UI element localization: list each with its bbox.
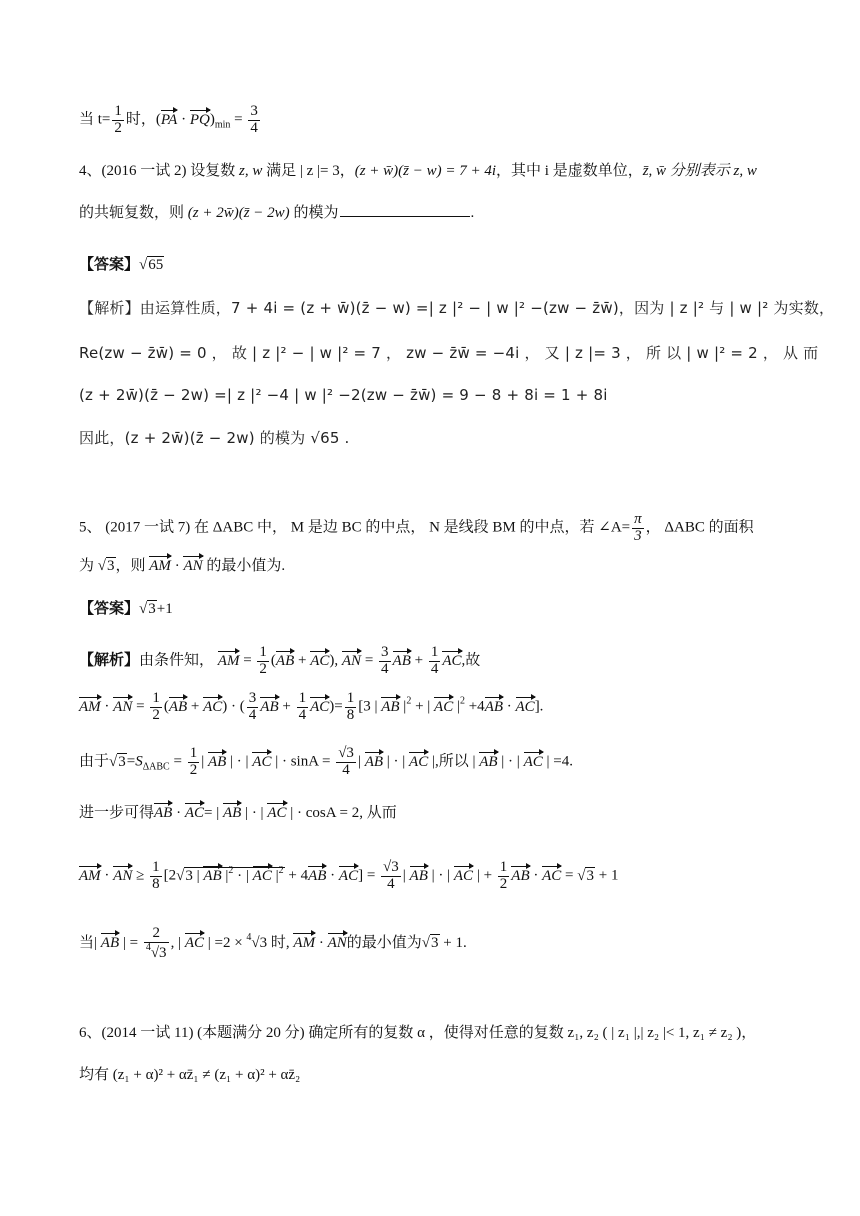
fraction-pi-3 [632, 512, 644, 545]
q4-line2c: 的模为 [289, 205, 339, 221]
den: 2 [114, 119, 122, 136]
answer-label: 【答案】 [79, 257, 140, 273]
q6-text: 均有 (z₁ + α)² + αz̄₁ ≠ (z₁ + α)² + αz̄₂ [79, 1067, 301, 1083]
q4-line1 [79, 164, 757, 179]
solution-text: 因此，(z + 2w̄)(z̄ − 2w) 的模为 √65 . [79, 429, 350, 447]
q4-period: . [470, 205, 475, 221]
solution-text: 由于 [79, 753, 110, 770]
q4-text3: z̄, w̄ 分别表示 z, w [642, 163, 757, 179]
q6-line2 [79, 1068, 300, 1083]
den: 4 [250, 119, 258, 136]
q4-solution-l4 [79, 431, 350, 446]
q5-solution-l6: 当| AB | = $\frac{2}{^4√3}$ , | AC | =2 × $^4$√3 时, AM · AN的最小值为√3 + 1. [79, 925, 467, 961]
q6-text: 6、(2014 一试 11) (本题满分 20 分) 确定所有的复数 α ，使得对任意的复数 z₁, z₂ ( | z₁ |,| z₂ |< 1, z₁ ≠ z₂ )， [79, 1025, 757, 1041]
solution-text: Re(zw − z̄w̄) = 0 ， 故 | z |² − | w |² = 7 ， zw − z̄w̄ = −4i ， 又 | z |= 3 ， 所 以 | w |² = 2 ， 从 而 [79, 344, 819, 362]
sqrt-3: √3 [97, 558, 115, 574]
q4-label: 4、(2016 一试 2) 设复数 [79, 163, 239, 179]
q4-solution-l3 [79, 388, 608, 403]
q4-cond1: 满足 | z |= 3， [262, 163, 355, 179]
eq: = [230, 111, 247, 128]
num: π [634, 511, 642, 527]
solution-label: 【解析】 [79, 652, 140, 669]
q4-solution-l2 [79, 346, 818, 361]
solution-text: 进一步可得 [79, 805, 155, 821]
fraction-three-quarters [248, 104, 260, 137]
num: 3 [250, 103, 258, 119]
q4-line2a: 的共轭复数，则 [79, 205, 188, 221]
q4-line2 [79, 206, 474, 221]
q6-line1 [79, 1026, 756, 1041]
q5-line1 [79, 512, 754, 545]
radicand: 3 [148, 601, 156, 617]
q5-text: ，则 [115, 558, 150, 574]
q5-solution-l5: AM · AN ≥ $\frac{1}{8}$ [2√3 | AB $|^2$ · | AC $|^2 + 4AB \cdot AC$] = $\frac{√3}{4}$ | AB | · | AC | + $\frac{1}{2}$ AB · AC = √3 + 1 [79, 859, 619, 892]
num: 1 [114, 103, 122, 119]
text: 时， [125, 111, 156, 128]
answer-label: 【答案】 [79, 601, 140, 617]
vec-PQ: PQ [189, 111, 210, 128]
vec-AM: AM [217, 652, 240, 669]
q5-line2: 为 √3，则 AM · AN 的最小值为. [79, 558, 286, 574]
q4-cond2: (z + w̄)(z̄ − w) = 7 + 4i [354, 163, 497, 179]
q4-answer [79, 258, 164, 273]
q5-text: ， ΔABC 的面积 [645, 519, 754, 536]
solution-text: (z + 2w̄)(z̄ − 2w) =| z |² −4 | w |² −2(zw − z̄w̄) = 9 − 8 + 8i = 1 + 8i [79, 386, 608, 404]
q5-solution-l3: 由于$√3=S_{\Delta ABC}$ = $\frac{1}{2}$ | AB | · | AC | · sinA = $\frac{√3}{4}$ | AB | · | AC |,所以 | AB | · | AC | =4. [79, 745, 573, 778]
sqrt-3: √3 [139, 601, 156, 617]
q5-answer [79, 602, 173, 617]
text: 当 t= [79, 111, 111, 128]
q4-solution-l1 [79, 301, 834, 316]
q4-text2: ，其中 i 是虚数单位， [496, 163, 643, 179]
q5-solution-l1: 【解析】由条件知， AM = $\frac{1}{2}$ (AB + AC), AN = $\frac{3}{4}$ AB + $\frac{1}{4}$ AC,故 [79, 644, 481, 677]
q5-text: 为 [79, 558, 98, 574]
radicand: 3 [107, 558, 115, 574]
solution-text: 由条件知， [139, 652, 215, 669]
vec-AM: AM [149, 558, 171, 574]
q5-solution-l4: 进一步可得AB · AC= | AB | · | AC | · cosA = 2, 从而 [79, 805, 397, 821]
q4-line2b: (z + 2w̄)(z̄ − 2w) [187, 205, 290, 221]
line-t-half: 当 t= $\frac{1}{2}$ 时，$(PA \cdot PQ)_{min}$ = $\frac{3}{4}$ [79, 103, 258, 136]
den: 3 [634, 527, 642, 544]
solution-text: 当 [79, 935, 95, 952]
q4-zw: z, w [239, 163, 263, 179]
q5-text: 的最小值为. [202, 558, 286, 574]
q5-solution-l2: AM · AN = $\frac{1}{2}$ (AB + AC) · ( $\frac{3}{4}$ AB + $\frac{1}{4}$ AC)= $\frac{1}{8}$ [3 | AB $|^2$ + | AC $|^2 +4AB \cdot AC$]. [79, 690, 544, 723]
sqrt-65: √65 [139, 257, 164, 273]
sub-min: min [214, 119, 231, 131]
answer-blank [340, 216, 470, 217]
fraction-half [112, 104, 124, 137]
vec-PA: PA [160, 111, 178, 128]
radicand: 65 [148, 257, 164, 273]
answer-tail: +1 [156, 601, 173, 617]
q5-text: 5、 (2017 一试 7) 在 ΔABC 中， M 是边 BC 的中点， N 是线段 BM 的中点，若 ∠A= [79, 519, 631, 536]
solution-text: 【解析】由运算性质，7 + 4i = (z + w̄)(z̄ − w) =| z |² − | w |² −(zw − z̄w̄)，因为 | z |² 与 | w |² 为实数， [79, 299, 835, 317]
vec-AN: AN [183, 558, 203, 574]
